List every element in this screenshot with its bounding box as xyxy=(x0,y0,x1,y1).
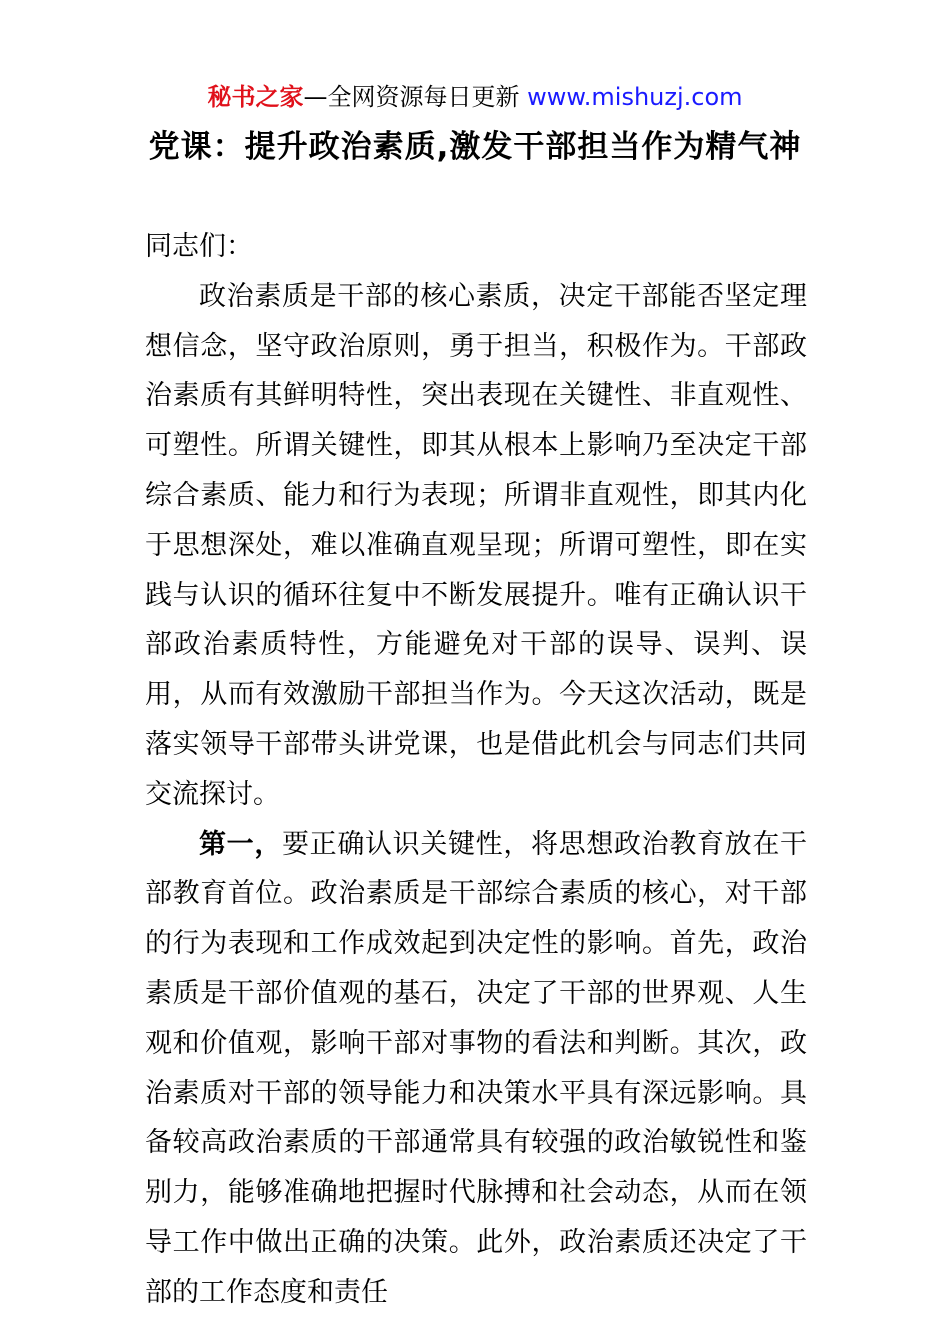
brand-name: 秘书之家 xyxy=(207,83,304,111)
site-banner xyxy=(0,80,950,114)
document-title: 党课：提升政治素质,激发干部担当作为精气神 xyxy=(148,129,802,165)
paragraph-point-one xyxy=(145,820,807,1318)
salutation: 同志们： xyxy=(145,231,253,262)
paragraph-text: 要正确认识关键性，将思想政治教育放在干部教育首位。政治素质是干部综合素质的核心，对干部的行为表现和工作成效起到决定性的影响。首先，政治素质是干部价值观的基石，决定了干部的世界观、人生观和价值观，影响干部对事物的看法和判断。其次，政治素质对干部的领导能力和决策水平具有深远影响。具备较高政治素质的干部通常具有较强的政治敏锐性和鉴别力，能够准确地把握时代脉搏和社会动态，从而在领导工作中做出正确的决策。此外，政治素质还决定了干部的工作态度和责任 xyxy=(145,828,807,1308)
site-url-link[interactable]: www.mishuzj.com xyxy=(527,83,743,111)
document-body xyxy=(145,222,807,1318)
paragraph-intro xyxy=(145,272,807,820)
banner-tagline: —全网资源每日更新 xyxy=(303,83,528,111)
paragraph-lead: 第一， xyxy=(199,828,282,860)
paragraph-text: 政治素质是干部的核心素质，决定干部能否坚定理想信念，坚守政治原则，勇于担当，积极作为。干部政治素质有其鲜明特性，突出表现在关键性、非直观性、可塑性。所谓关键性，即其从根本上影响乃至决定干部综合素质、能力和行为表现；所谓非直观性，即其内化于思想深处，难以准确直观呈现；所谓可塑性，即在实践与认识的循环往复中不断发展提升。唯有正确认识干部政治素质特性，方能避免对干部的误导、误判、误用，从而有效激励干部担当作为。今天这次活动，既是落实领导干部带头讲党课，也是借此机会与同志们共同交流探讨。 xyxy=(145,280,807,810)
